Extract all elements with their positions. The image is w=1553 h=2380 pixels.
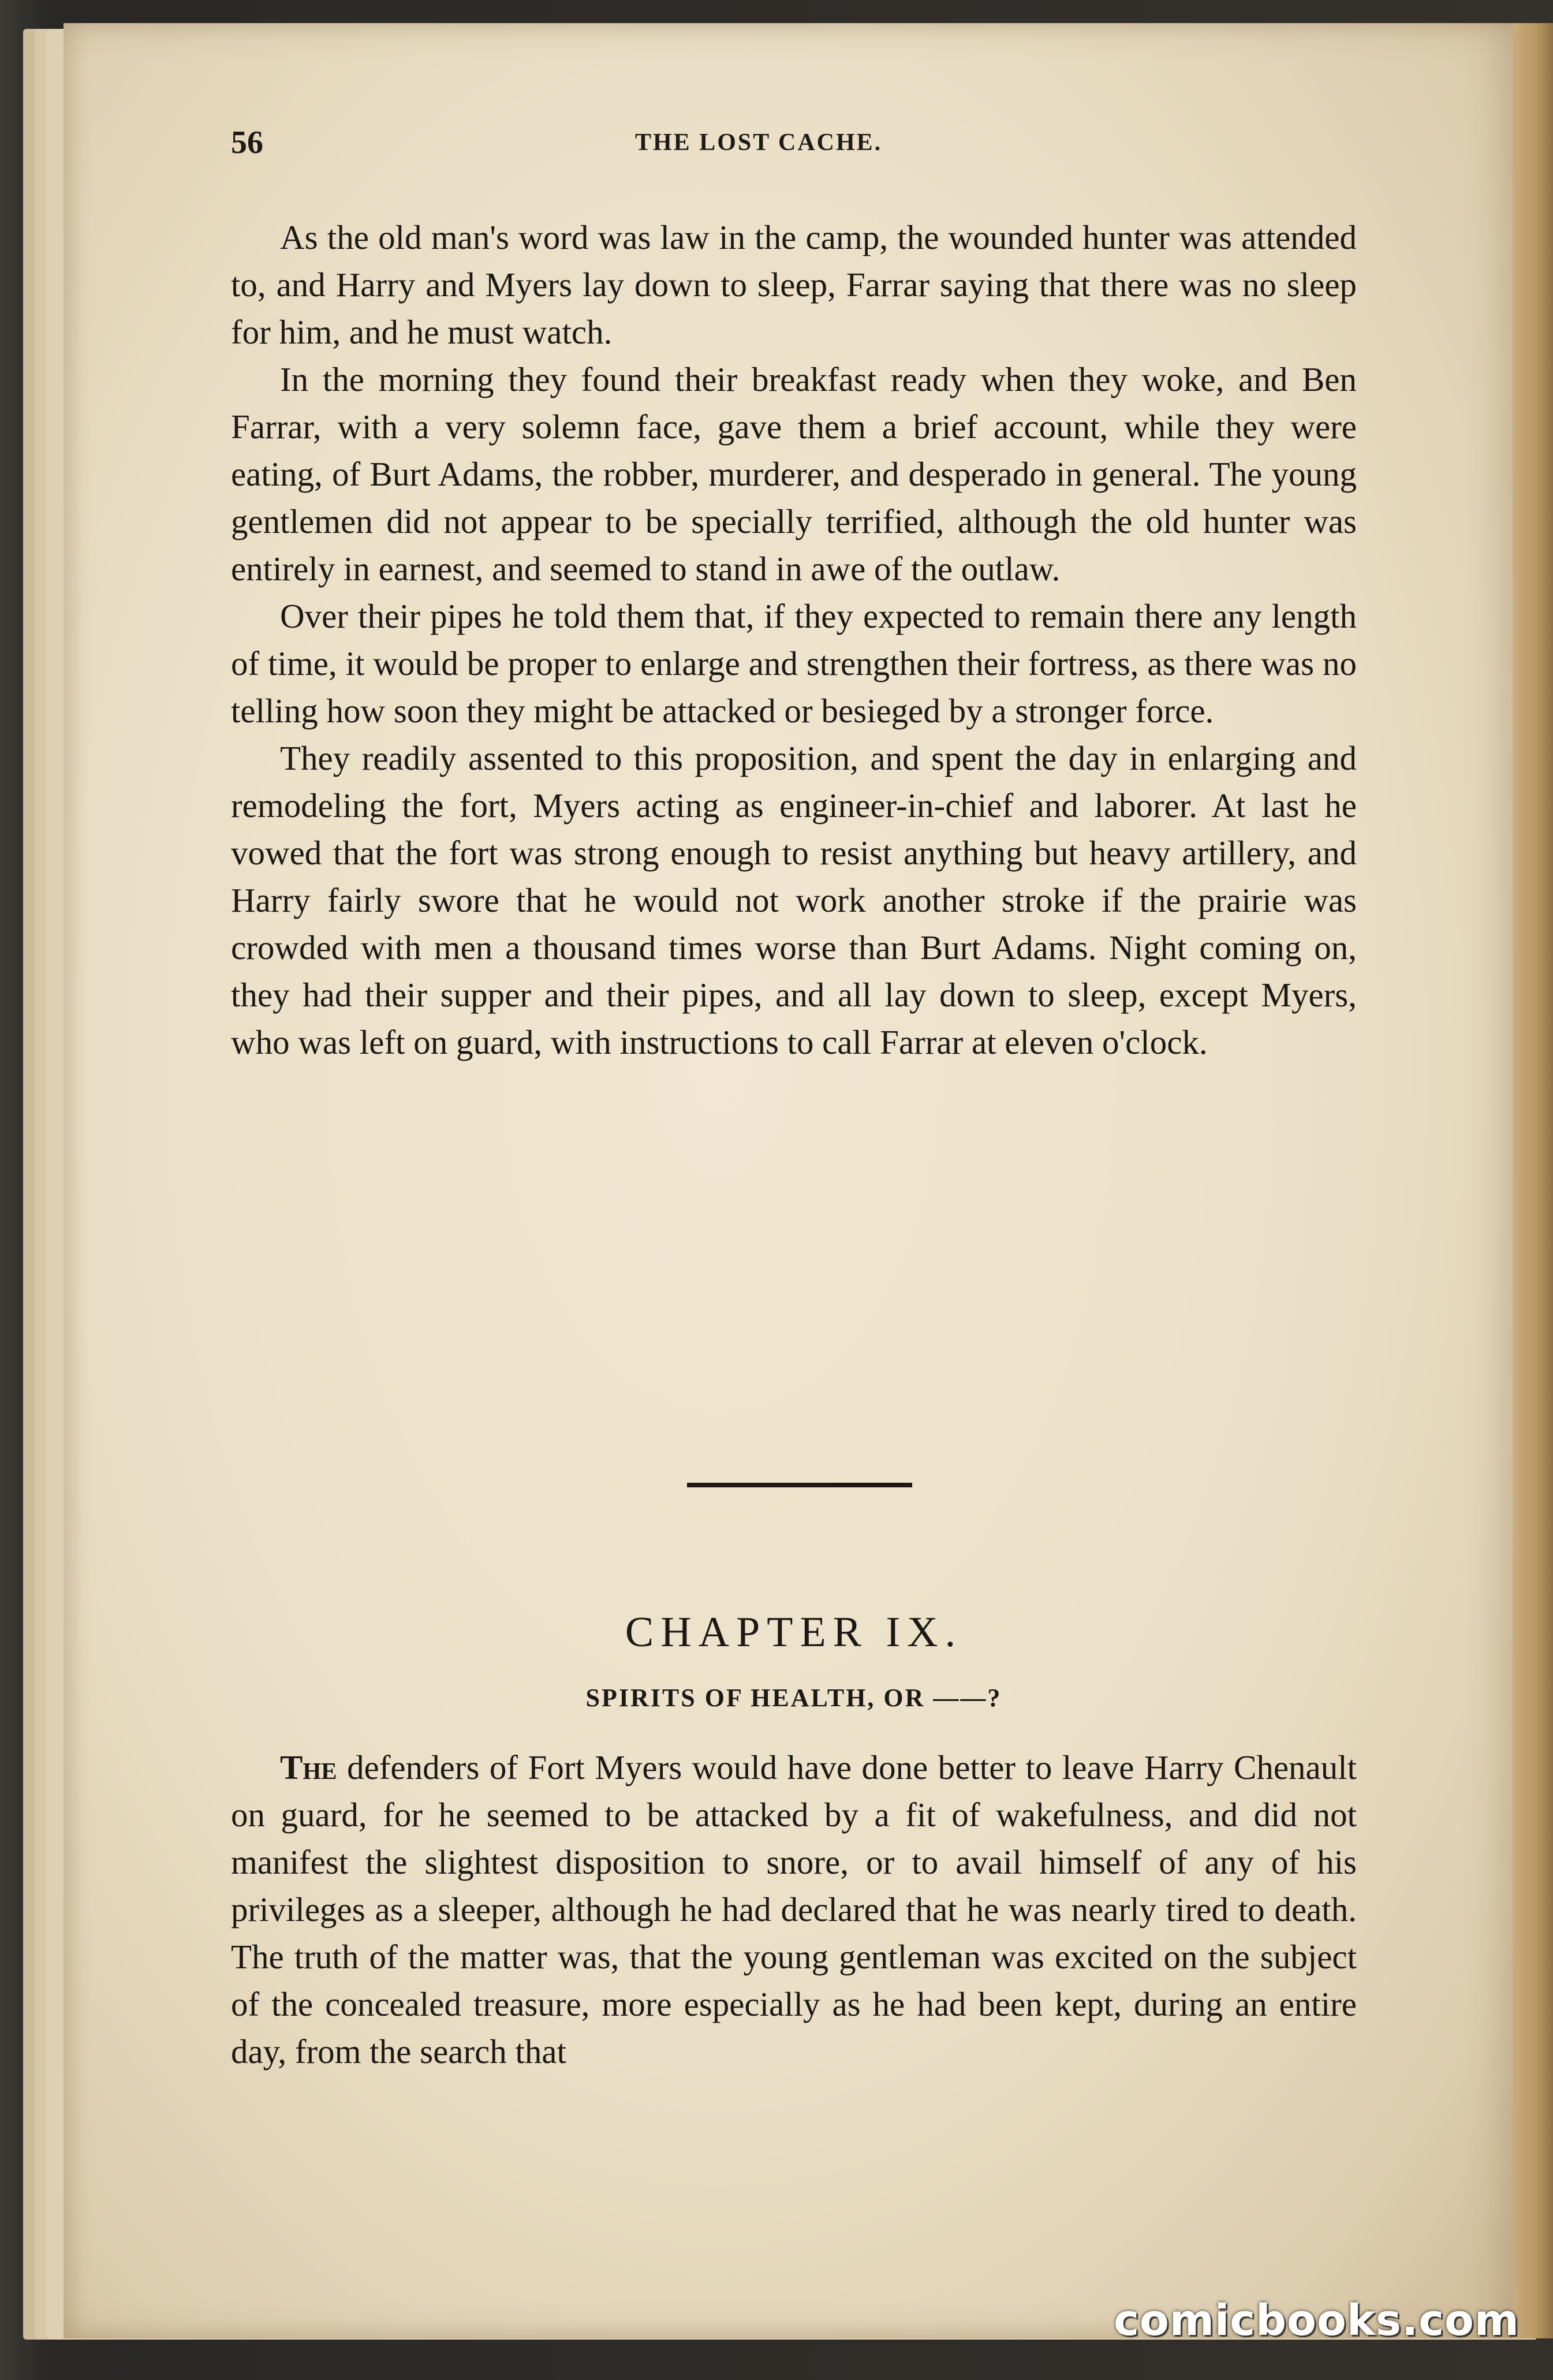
paragraph (231, 1744, 1357, 2075)
paragraph: They readily assented to this proposition, and spent the day in enlarging and remodeling the fort, Myers acting as engineer-in-chief and laborer. At last he vowed that the fort was strong enough to resist anything but heavy artillery, and Harry fairly swore that he would not work another stroke if the prairie was crowded with men a thousand times worse than Burt Adams. Night coming on, they had their supper and their pipes, and all lay down to sleep, except Myers, who was left on guard, with instructions to call Farrar at eleven o'clock. (231, 739, 1357, 1061)
paragraph: Over their pipes he told them that, if they expected to remain there any length of time, it would be proper to enlarge and strengthen their fortress, as there was no telling how soon they might be attacked or besieged by a stronger force. (231, 597, 1357, 730)
chapter-subtitle: SPIRITS OF HEALTH, OR ——? (585, 1684, 1002, 1712)
page-stain (1513, 23, 1553, 2338)
watermark-logo: comicbooks.com (1114, 2296, 1520, 2345)
chapter-title: CHAPTER IX. (625, 1609, 963, 1656)
page-header (231, 124, 1357, 165)
page-number: 56 (231, 125, 263, 161)
paragraph: As the old man's word was law in the camp, the wounded hunter was attended to, and Harry and Myers lay down to sleep, Farrar saying that there was no sleep for him, and he must watch. (231, 218, 1357, 351)
body-text (231, 214, 1357, 1066)
running-head: THE LOST CACHE. (635, 129, 883, 156)
paragraph: In the morning they found their breakfast ready when they woke, and Ben Farrar, with a very solemn face, gave them a brief account, while they were eating, of Burt Adams, the robber, murderer, and desperado in general. The young gentlemen did not appear to be specially terrified, although the old hunter was entirely in earnest, and seemed to stand in awe of the outlaw. (231, 360, 1357, 588)
section-divider (687, 1483, 912, 1487)
chapter-body-text (231, 1744, 1357, 2075)
opening-word: The (280, 1748, 337, 1786)
paragraph-text: defenders of Fort Myers would have done better to leave Harry Chenault on guard, for he seemed to be attacked by a fit of wakefulness, and did not manifest the slightest disposition to snore, or to avail himself of any of his privileges as a sleeper, although he had declared that he was nearly tired to death. The truth of the matter was, that the young gentleman was excited on the subject of the concealed treasure, more especially as he had been kept, during an entire day, from the search that (231, 1748, 1357, 2071)
